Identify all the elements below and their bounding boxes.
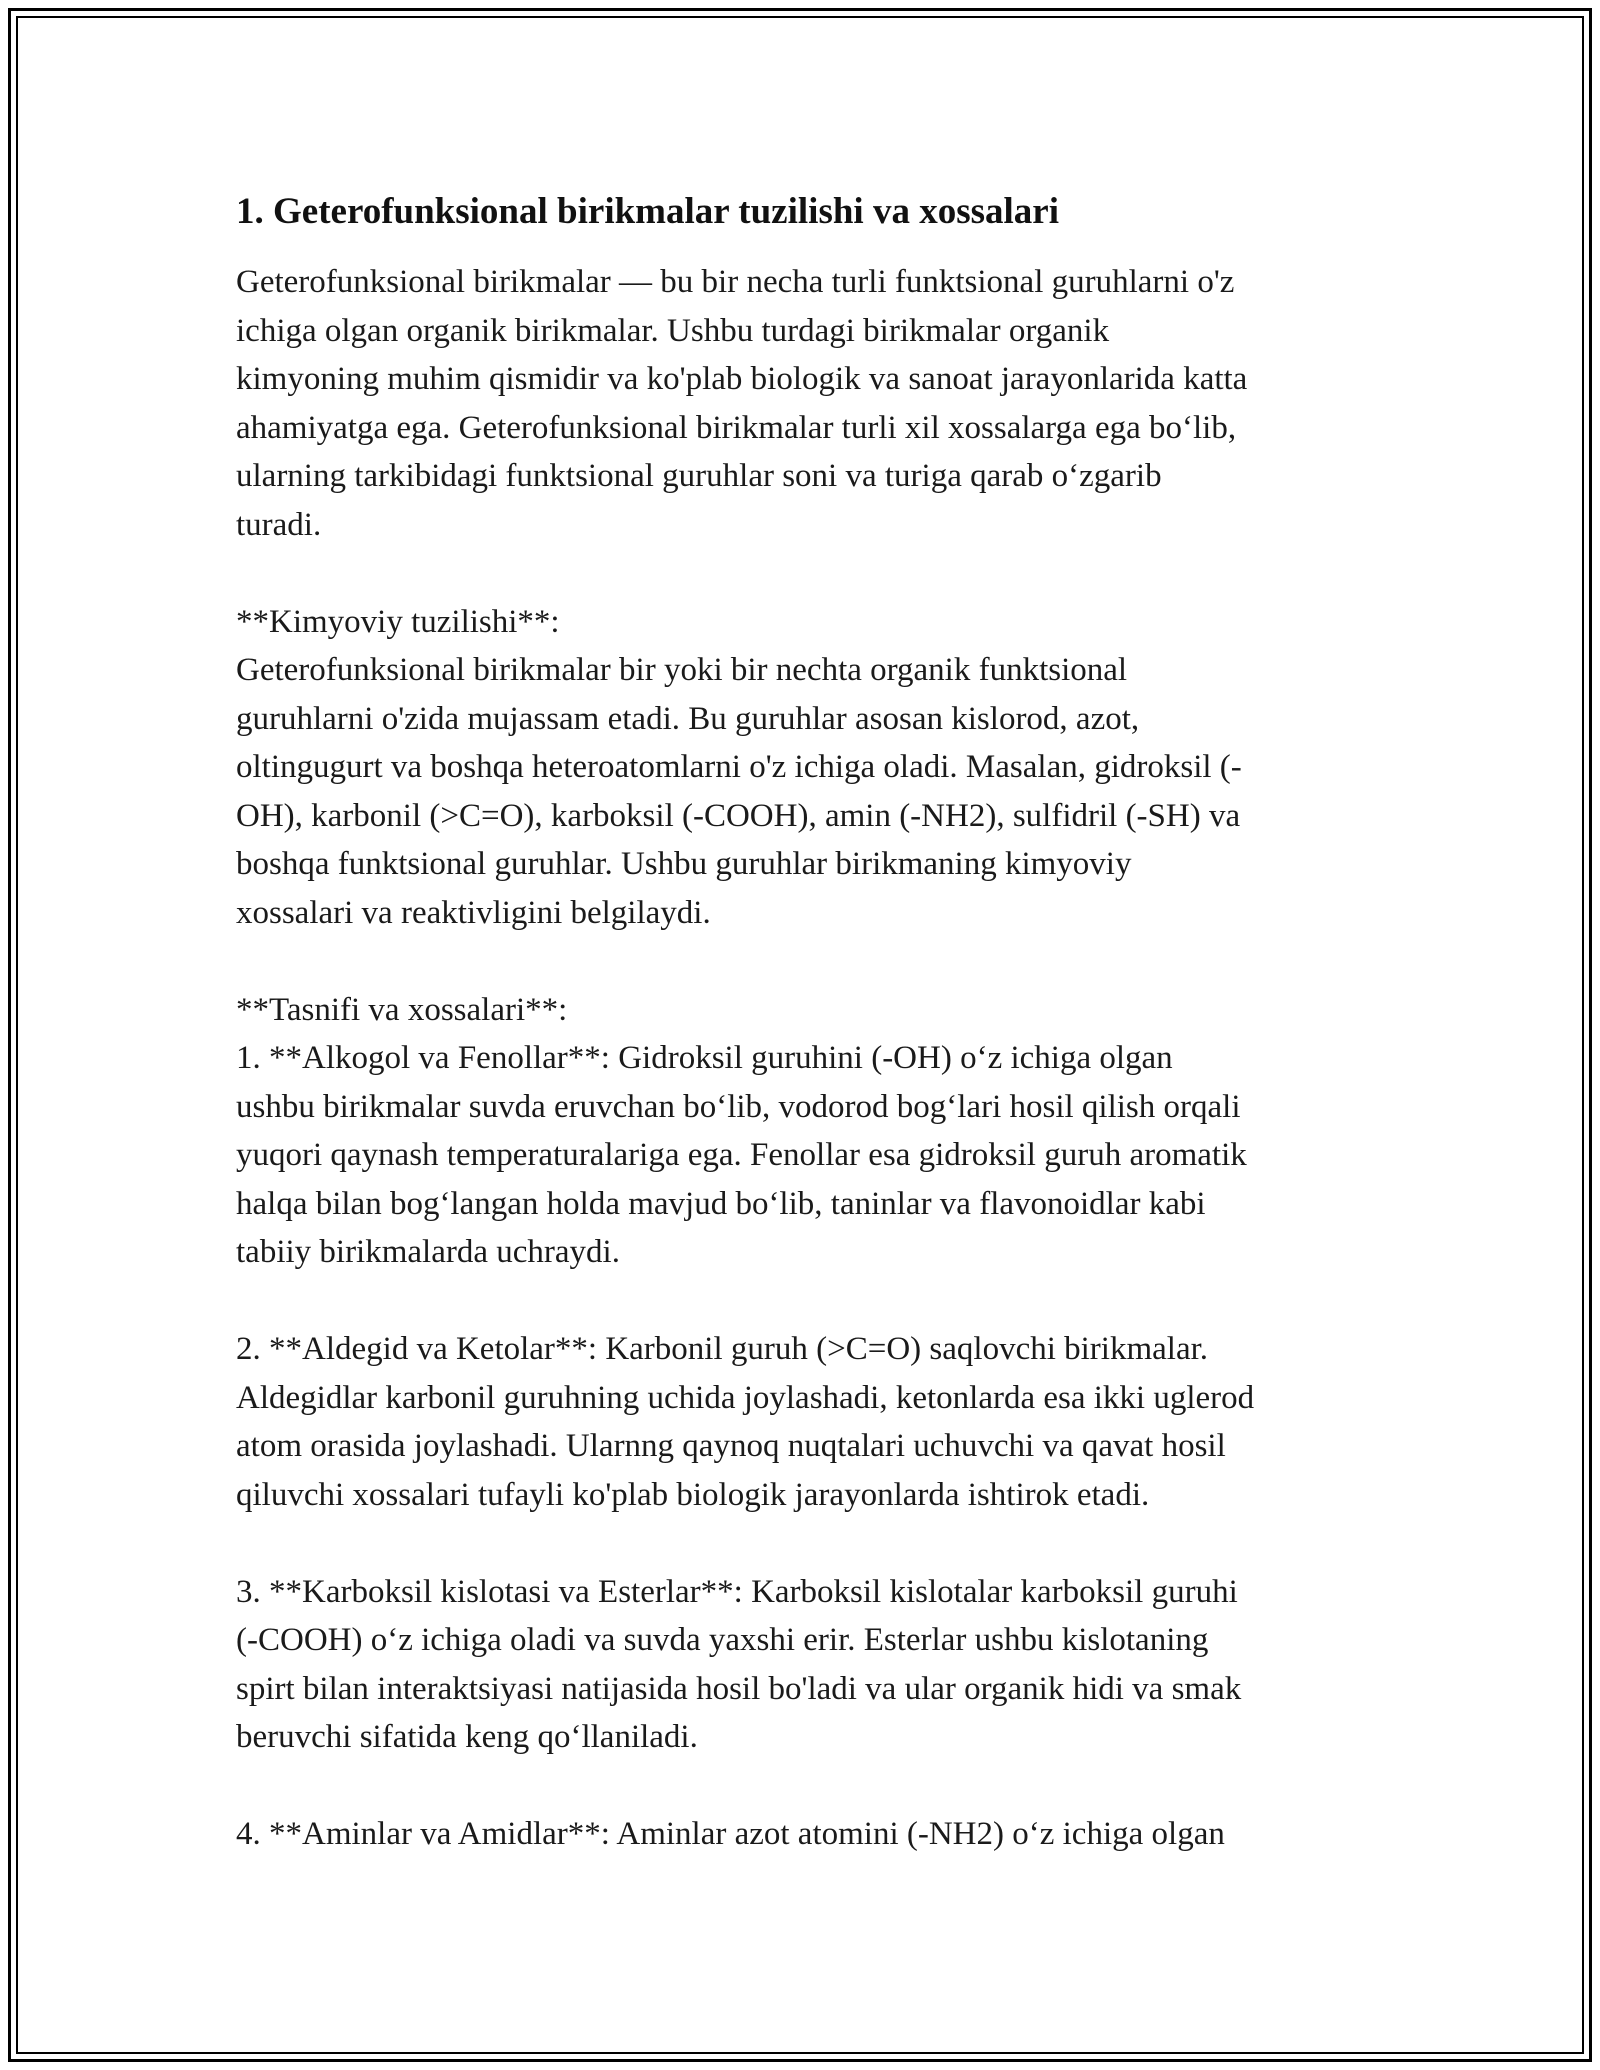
- blank-line: [236, 937, 1386, 986]
- text-line: oltingugurt va boshqa heteroatomlarni o'z ichiga oladi. Masalan, gidroksil (-: [236, 749, 1242, 785]
- classification-section: [236, 986, 1386, 1277]
- text-line: halqa bilan bog‘langan holda mavjud bo‘lib, taninlar va flavonoidlar kabi: [236, 1185, 1206, 1222]
- blank-line: [236, 549, 1386, 598]
- text-line: kimyoning muhim qismidir va ko'plab biologik va sanoat jarayonlarida katta: [236, 361, 1248, 397]
- text-line: ushbu birikmalar suvda eruvchan bo‘lib, vodorod bog‘lari hosil qilish orqali: [236, 1088, 1241, 1125]
- text-line: ahamiyatga ega. Geterofunksional birikmalar turli xil xossalarga ega bo‘lib,: [236, 409, 1237, 446]
- structure-title: **Kimyoviy tuzilishi**:: [236, 603, 560, 640]
- text-line: atom orasida joylashadi. Ularnng qaynoq nuqtalari uchuvchi va qavat hosil: [236, 1428, 1226, 1464]
- classification-title: **Tasnifi va xossalari**:: [236, 991, 568, 1028]
- text-line: 4. **Aminlar va Amidlar**: Aminlar azot atomini (-NH2) o‘z ichiga olgan: [236, 1816, 1225, 1852]
- text-line: beruvchi sifatida keng qo‘llaniladi.: [236, 1719, 698, 1755]
- intro-paragraph: [236, 258, 1386, 549]
- text-line: spirt bilan interaktsiyasi natijasida hosil bo'ladi va ular organik hidi va smak: [236, 1670, 1242, 1707]
- text-line: 3. **Karboksil kislotasi va Esterlar**: Karboksil kislotalar karboksil guruhi: [236, 1573, 1238, 1610]
- text-line: Aldegidlar karbonil guruhning uchida joylashadi, ketonlarda esa ikki uglerod: [236, 1379, 1255, 1416]
- text-line: Geterofunksional birikmalar bir yoki bir nechta organik funktsional: [236, 652, 1128, 688]
- text-line: (-COOH) o‘z ichiga oladi va suvda yaxshi erir. Esterlar ushbu kislotaning: [236, 1622, 1209, 1658]
- list-item-aminlar: [236, 1810, 1386, 1859]
- text-line: qiluvchi xossalari tufayli ko'plab biologik jarayonlarda ishtirok etadi.: [236, 1476, 1150, 1513]
- text-line: 1. **Alkogol va Fenollar**: Gidroksil guruhini (-OH) o‘z ichiga olgan: [236, 1040, 1173, 1076]
- blank-line: [236, 1277, 1386, 1326]
- document-body: [236, 188, 1386, 1859]
- blank-line: [236, 1519, 1386, 1568]
- text-line: guruhlarni o'zida mujassam etadi. Bu guruhlar asosan kislorod, azot,: [236, 700, 1140, 737]
- text-line: xossalari va reaktivligini belgilaydi.: [236, 894, 711, 931]
- list-item-karboksil: [236, 1568, 1386, 1762]
- text-line: Geterofunksional birikmalar — bu bir necha turli funktsional guruhlarni o'z: [236, 264, 1235, 300]
- text-line: ularning tarkibidagi funktsional guruhlar soni va turiga qarab o‘zgarib: [236, 458, 1162, 494]
- list-item-aldegid: [236, 1325, 1386, 1519]
- text-line: turadi.: [236, 506, 322, 543]
- blank-line: [236, 1762, 1386, 1811]
- text-line: tabiiy birikmalarda uchraydi.: [236, 1234, 620, 1270]
- text-line: yuqori qaynash temperaturalariga ega. Fenollar esa gidroksil guruh aromatik: [236, 1137, 1247, 1173]
- text-line: OH), karbonil (>C=O), karboksil (-COOH), amin (-NH2), sulfidril (-SH) va: [236, 797, 1241, 834]
- structure-section: [236, 598, 1386, 938]
- text-line: 2. **Aldegid va Ketolar**: Karbonil guruh (>C=O) saqlovchi birikmalar.: [236, 1331, 1209, 1367]
- text-line: ichiga olgan organik birikmalar. Ushbu turdagi birikmalar organik: [236, 312, 1110, 349]
- text-line: boshqa funktsional guruhlar. Ushbu guruhlar birikmaning kimyoviy: [236, 846, 1132, 882]
- section-heading: 1. Geterofunksional birikmalar tuzilishi va xossalari: [236, 191, 1059, 232]
